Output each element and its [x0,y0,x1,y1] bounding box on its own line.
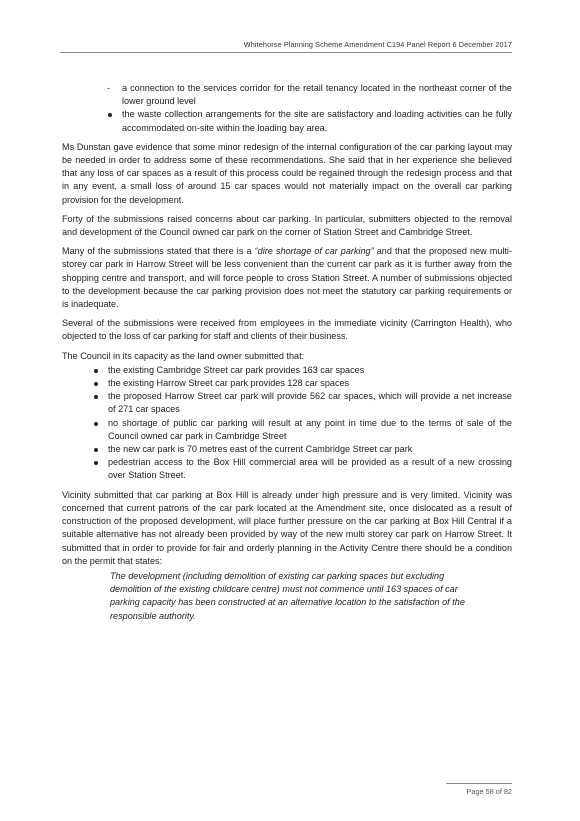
page-number: Page 58 of 82 [446,783,512,796]
paragraph [62,245,512,311]
dash-marker: - [107,83,111,93]
paragraph: Forty of the submissions raised concerns about car parking. In particular, submitters objected to the removal and development of the Council owned car park on the corner of Station Street and Cambridge Street. [62,213,512,238]
list-item [107,82,512,108]
bullet-icon [94,461,98,465]
continued-list [62,82,512,135]
bullet-item-text: the waste collection arrangements for the site are satisfactory and loading activities can be fully accommodated on-site within the loading bay area. [122,109,512,133]
paragraph: Ms Dunstan gave evidence that some minor redesign of the internal configuration of the car parking layout may be needed in order to address some of these recommendations. She said that in her experience she believed that any loss of car spaces as a result of this process could be regained through the redesign process and that in any event, a small loss of around 15 car spaces would not materially impact on the overall car parking provision for the development. [62,141,512,205]
bullet-icon [108,113,112,117]
list-item [108,390,512,416]
list-item-text: the existing Cambridge Street car park provides 163 car spaces [108,364,365,375]
list-item [107,108,512,134]
bullet-icon [94,382,98,386]
quoted-phrase: “dire shortage of car parking” [254,246,374,257]
list-item [108,417,512,443]
list-item [108,364,512,377]
list-item [108,456,512,482]
list-item-text: the proposed Harrow Street car park will provide 562 car spaces, which will provide a net increase of 271 car spaces [108,391,512,415]
bullet-icon [94,395,98,399]
bullet-icon [94,448,98,452]
page-content [62,82,512,629]
page-header: Whitehorse Planning Scheme Amendment C194 Panel Report 6 December 2017 [60,40,512,53]
paragraph: Vicinity submitted that car parking at Box Hill is already under high pressure and is very limited. Vicinity was concerned that current patrons of the car park located at the Amendment site, once dislocated as a result of construction of the proposed development, will place further pressure on the car parking at Box Hill Central if a suitable alternative has not already been provided by way of the new multi storey car park on Harrow Street. It submitted that in order to provide for fair and orderly planning in the Activity Centre there should be a condition on the permit that states: [62,489,512,566]
list-item [108,443,512,456]
paragraph: The Council in its capacity as the land owner submitted that: [62,350,305,361]
council-submission-list [62,364,512,483]
list-item-text: the existing Harrow Street car park provides 128 car spaces [108,378,350,389]
paragraph-text: and that the proposed new multi-storey car park in Harrow Street will be less convenient than the current car park as it is further away from the shopping centre and transport, and will force people to cross Station Street. A number of submissions objected to the development because the car parking provision does not meet the statutory car parking requirements or is inadequate. [62,246,512,310]
list-item-text: no shortage of public car parking will result at any point in time due to the terms of sale of the Council owned car park in Cambridge Street [108,417,512,441]
list-item [108,377,512,390]
bullet-icon [94,422,98,426]
block-quote: The development (including demolition of existing car parking spaces but excluding demolition of the existing childcare centre) must not commence until 163 spaces of car parking capacity has been constructed at an alternative location to the satisfaction of the responsible authority. [110,570,465,621]
list-item-text: the new car park is 70 metres east of the current Cambridge Street car park [108,444,413,455]
paragraph: Several of the submissions were received from employees in the immediate vicinity (Carrington Health), who objected to the loss of car parking for staff and clients of their business. [62,318,512,342]
dash-item-text: a connection to the services corridor for the retail tenancy located in the northeast corner of the lower ground level [122,83,512,107]
list-item-text: pedestrian access to the Box Hill commercial area will be provided as a result of a new crossing over Station Street. [108,457,512,481]
bullet-icon [94,369,98,373]
paragraph-text: Many of the submissions stated that there is a [62,246,255,257]
